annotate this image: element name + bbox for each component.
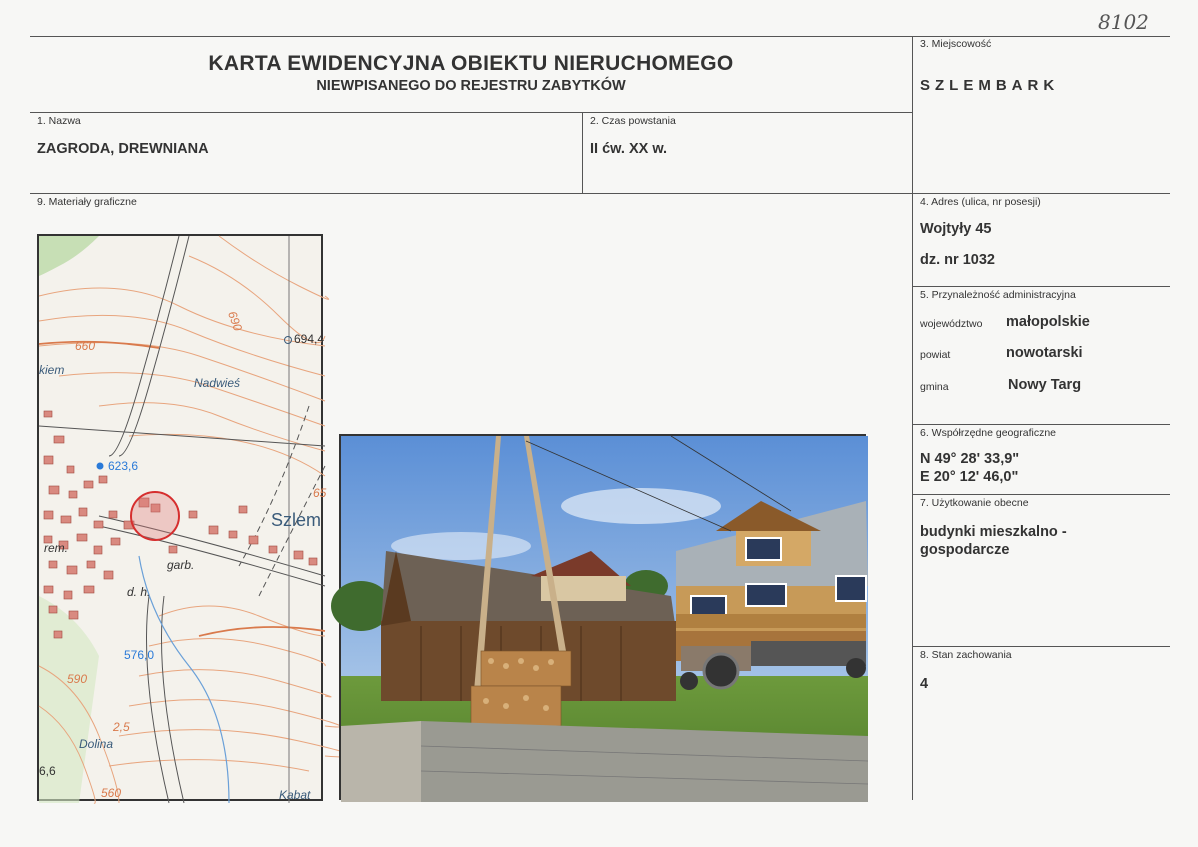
przynaleznosc-bottom-line: [912, 424, 1170, 425]
title-line-1: KARTA EWIDENCYJNA OBIEKTU NIERUCHOMEGO: [208, 52, 734, 75]
map-label-nadwies: Nadwieś: [194, 376, 241, 390]
photo-drawing: [341, 436, 868, 802]
map-label-szlem: Szlem: [271, 510, 322, 530]
map-label-rem: rem.: [44, 541, 68, 555]
map-label-contour-560: 560: [101, 786, 122, 800]
map-label-contour-690: 690: [225, 309, 246, 333]
header-bottom-line: [30, 112, 912, 113]
adres-street: Wojtyły 45: [920, 221, 992, 237]
adres-bottom-line: [912, 286, 1170, 287]
map-label-height-694: 694,4: [294, 332, 325, 346]
farmstead-photo: [339, 434, 866, 800]
gmina-label: gmina: [920, 381, 949, 393]
handwritten-number: 8102: [1098, 10, 1149, 34]
wspolrzedne-n: N 49° 28' 33,9": [920, 451, 1020, 467]
map-label-garb: garb.: [167, 558, 195, 572]
wojewodztwo-label: województwo: [920, 318, 983, 330]
document-title: [30, 52, 912, 94]
map-label-contour-590: 590: [67, 672, 88, 686]
map-label-num-65: 65: [313, 486, 327, 500]
stan-label: 8. Stan zachowania: [920, 649, 1012, 661]
gmina-value: Nowy Targ: [1008, 377, 1082, 393]
map-label-height-623: 623,6: [108, 459, 139, 473]
map-label-kabat: Kabat: [279, 788, 311, 802]
top-border-line: [30, 36, 1170, 37]
nazwa-czas-divider: [582, 112, 583, 193]
map-label-dh: d. h.: [127, 585, 151, 599]
materialy-label: 9. Materiały graficzne: [37, 196, 137, 208]
map-label-height-576: 576,0: [124, 648, 155, 662]
map-label-num-66: 6,6: [39, 764, 56, 778]
wojewodztwo-value: małopolskie: [1006, 314, 1090, 330]
czas-powstania-label: 2. Czas powstania: [590, 115, 676, 127]
powiat-value: nowotarski: [1006, 345, 1083, 361]
map-label-contour-660: 660: [75, 339, 96, 353]
map-label-num-25: 2,5: [113, 720, 130, 734]
wspolrzedne-e: E 20° 12' 46,0": [920, 469, 1019, 485]
uzytkowanie-line2: gospodarcze: [920, 542, 1010, 558]
czas-powstania-value: II ćw. XX w.: [590, 141, 668, 157]
nazwa-value: ZAGRODA, DREWNIANA: [37, 141, 209, 157]
map-label-dolina: Dolina: [79, 737, 114, 751]
uzytkowanie-line1: budynki mieszkalno -: [920, 524, 1067, 540]
wspolrzedne-label: 6. Współrzędne geograficzne: [920, 427, 1056, 439]
topographic-map: [37, 234, 327, 802]
right-column-divider: [912, 36, 913, 800]
przynaleznosc-label: 5. Przynależność administracyjna: [920, 289, 1076, 301]
title-line-2: NIEWPISANEGO DO REJESTRU ZABYTKÓW: [316, 78, 626, 94]
uzytkowanie-bottom-line: [912, 646, 1170, 647]
miejscowosc-value: SZLEMBARK: [920, 77, 1060, 94]
stan-value: 4: [920, 676, 929, 692]
adres-plot: dz. nr 1032: [920, 252, 995, 268]
uzytkowanie-label: 7. Użytkowanie obecne: [920, 497, 1029, 509]
miejscowosc-label: 3. Miejscowość: [920, 38, 992, 50]
row1-bottom-line: [30, 193, 1170, 194]
wspolrzedne-bottom-line: [912, 494, 1170, 495]
powiat-label: powiat: [920, 349, 951, 361]
nazwa-label: 1. Nazwa: [37, 115, 81, 127]
map-label-kiem: kiem: [39, 363, 65, 377]
adres-label: 4. Adres (ulica, nr posesji): [920, 196, 1041, 208]
